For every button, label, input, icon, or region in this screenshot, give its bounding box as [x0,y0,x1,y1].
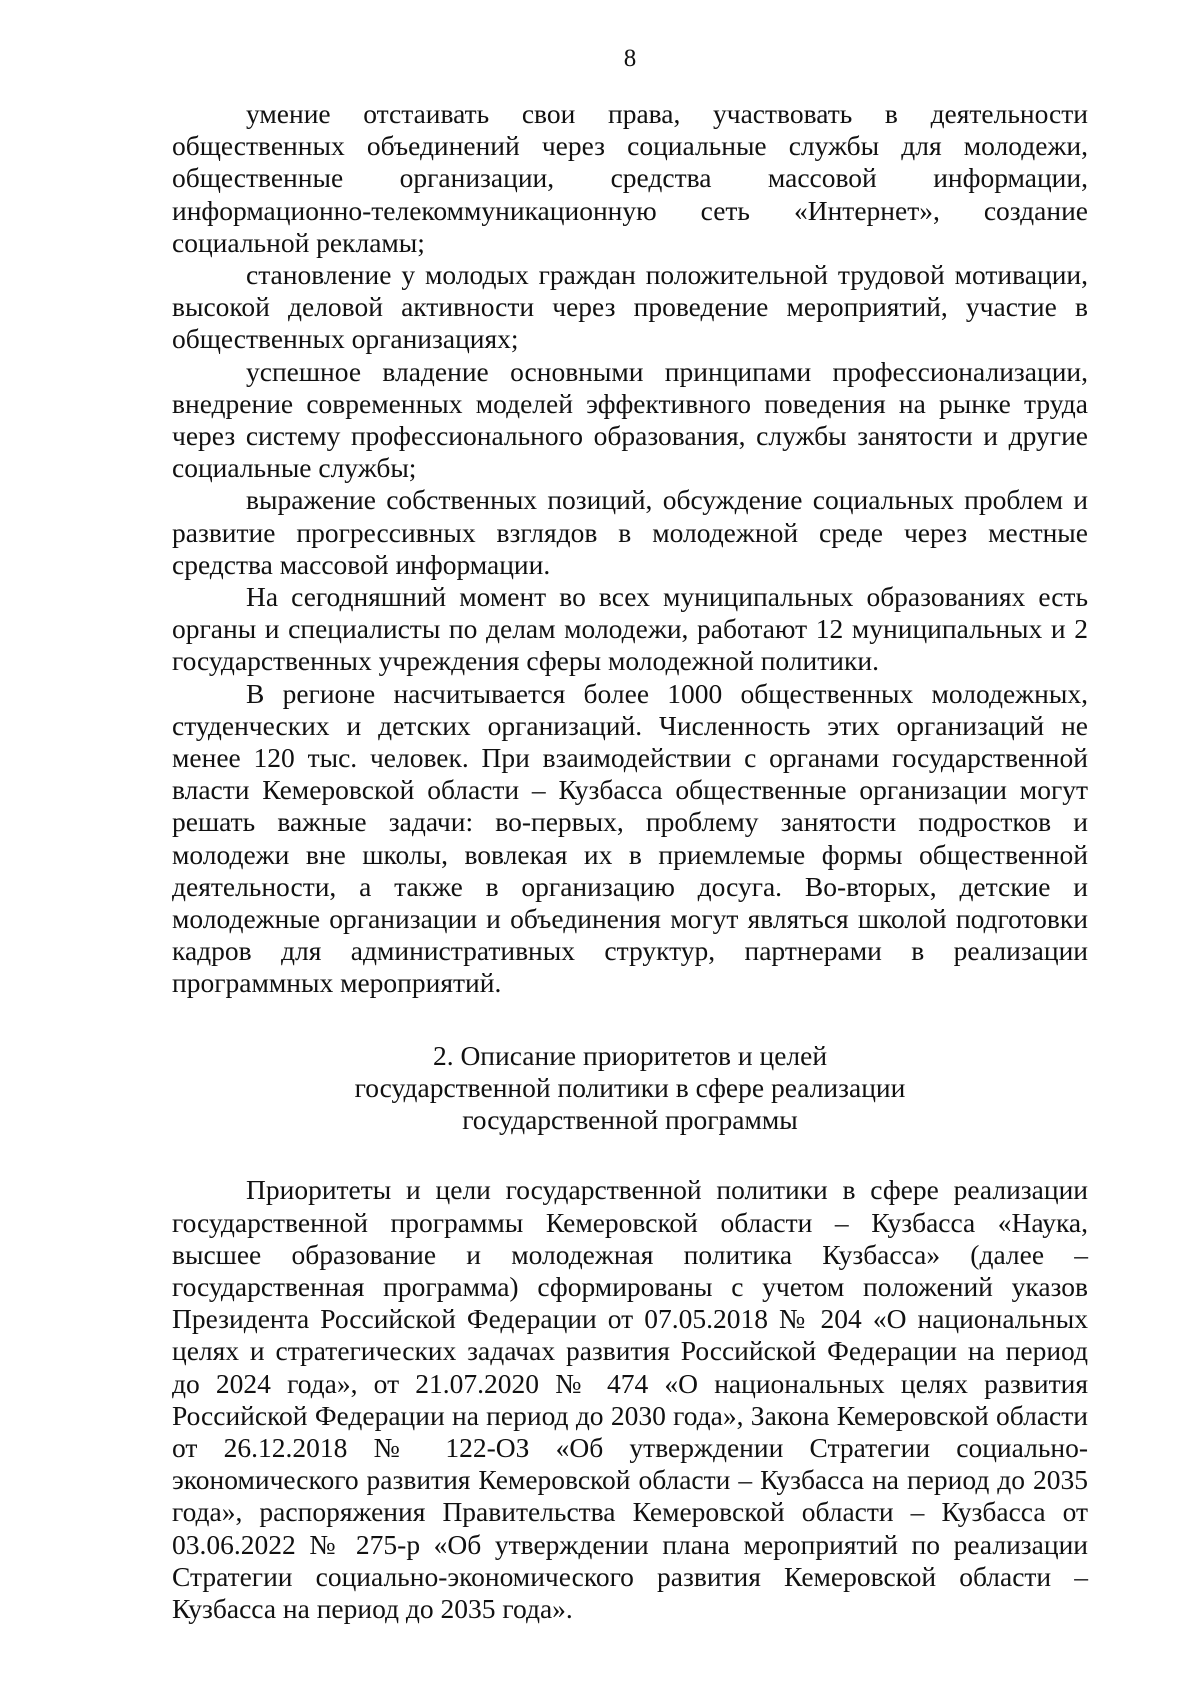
paragraph-youth-organizations: В регионе насчитывается более 1000 общественных молодежных, студенческих и детских организаций. Численность этих организаций не менее 120 тыс. человек. При взаимодействии с органами государственной власти Кемеровской области – Кузбасса общественные организации могут решать важные задачи: во-первых, проблему занятости подростков и молодежи вне школы, вовлекая их в приемлемые формы общественной деятельности, а также в организацию досуга. Во-вторых, детские и молодежные организации и объединения могут являться школой подготовки кадров для административных структур, партнерами в реализации программных мероприятий. [172,677,1088,999]
paragraph-rights: умение отстаивать свои права, участвовать в деятельности общественных объединений через социальные службы для молодежи, общественные организации, средства массовой информации, информационно-телекоммуникационную сеть «Интернет», создание социальной рекламы; [172,98,1088,258]
section-heading [172,1040,1088,1137]
section-heading-line-3: государственной программы [462,1104,798,1136]
paragraph-labor-motivation: становление у молодых граждан положительной трудовой мотивации, высокой деловой активности через проведение мероприятий, участие в общественных организациях; [172,259,1088,355]
section-heading-line-1: 2. Описание приоритетов и целей [432,1039,828,1071]
paragraph-professionalization: успешное владение основными принципами профессионализации, внедрение современных моделей эффективного поведения на рынке труда через систему профессионального образования, службы занятости и другие социальные службы; [172,355,1088,484]
paragraph-expression: выражение собственных позиций, обсуждение социальных проблем и развитие прогрессивных взглядов в молодежной среде через местные средства массовой информации. [172,484,1088,580]
document-body [172,98,1088,1625]
paragraph-priorities-goals: Приоритеты и цели государственной политики в сфере реализации государственной программы Кемеровской области – Кузбасса «Наука, высшее образование и молодежная политика Кузбасса» (далее – государственная программа) сформированы с учетом положений указов Президента Российской Федерации от 07.05.2018 № 204 «О национальных целях и стратегических задачах развития Российской Федерации на период до 2024 года», от 21.07.2020 № 474 «О национальных целях развития Российской Федерации на период до 2030 года», Закона Кемеровской области от 26.12.2018 № 122-ОЗ «Об утверждении Стратегии социально-экономического развития Кемеровской области – Кузбасса на период до 2035 года», распоряжения Правительства Кемеровской области – Кузбасса от 03.06.2022 № 275-р «Об утверждении плана мероприятий по реализации Стратегии социально-экономического развития Кемеровской области – Кузбасса на период до 2035 года». [172,1174,1088,1624]
section-heading-line-2: государственной политики в сфере реализации [354,1071,906,1103]
page-number: 8 [623,45,637,72]
paragraph-municipal-bodies: На сегодняшний момент во всех муниципальных образованиях есть органы и специалисты по делам молодежи, работают 12 муниципальных и 2 государственных учреждения сферы молодежной политики. [172,581,1088,677]
